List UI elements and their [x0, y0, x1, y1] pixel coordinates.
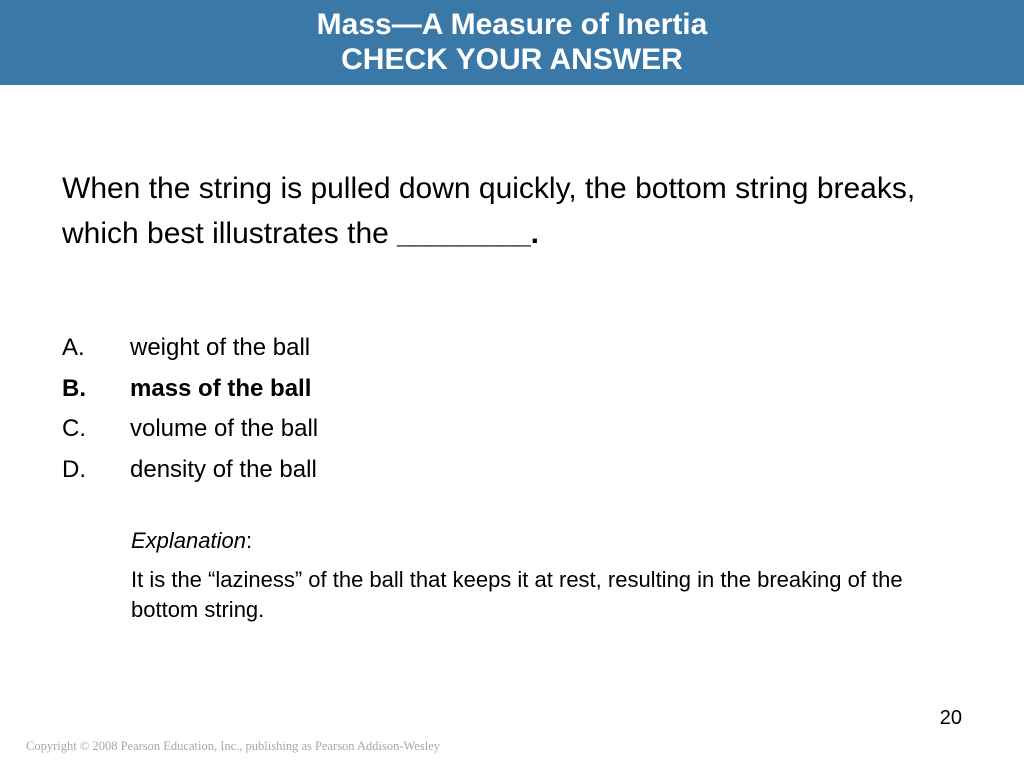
choice-letter: C. [62, 415, 86, 443]
choice-letter: B. [62, 374, 86, 402]
choice-text: volume of the ball [130, 415, 319, 443]
choice-b-correct [62, 373, 962, 414]
explanation-heading [131, 526, 252, 556]
slide-subtitle: CHECK YOUR ANSWER [341, 43, 683, 76]
choice-text: mass of the ball [130, 374, 312, 402]
explanation-text: It is the “laziness” of the ball that keeps it at rest, resulting in the breaking of the bottom string. [131, 567, 903, 622]
slide-title: Mass—A Measure of Inertia [316, 8, 708, 41]
question-text: When the string is pulled down quickly, the bottom string breaks, which best illustrates the [62, 172, 916, 250]
copyright-notice: Copyright © 2008 Pearson Education, Inc., publishing as Pearson Addison-Wesley [26, 739, 440, 753]
choice-c [62, 413, 962, 454]
answer-choices [62, 332, 962, 494]
choice-text: density of the ball [130, 455, 317, 483]
slide-header [0, 0, 1024, 85]
explanation-colon: : [245, 528, 253, 553]
choice-text: weight of the ball [130, 334, 311, 361]
explanation-label: Explanation [131, 528, 246, 553]
slide-number: 20 [939, 707, 962, 729]
choice-a [62, 332, 962, 373]
question [62, 166, 962, 256]
choice-d [62, 454, 962, 495]
choice-letter: D. [62, 455, 86, 483]
question-blank: ________. [397, 217, 539, 250]
choice-letter: A. [62, 334, 85, 361]
